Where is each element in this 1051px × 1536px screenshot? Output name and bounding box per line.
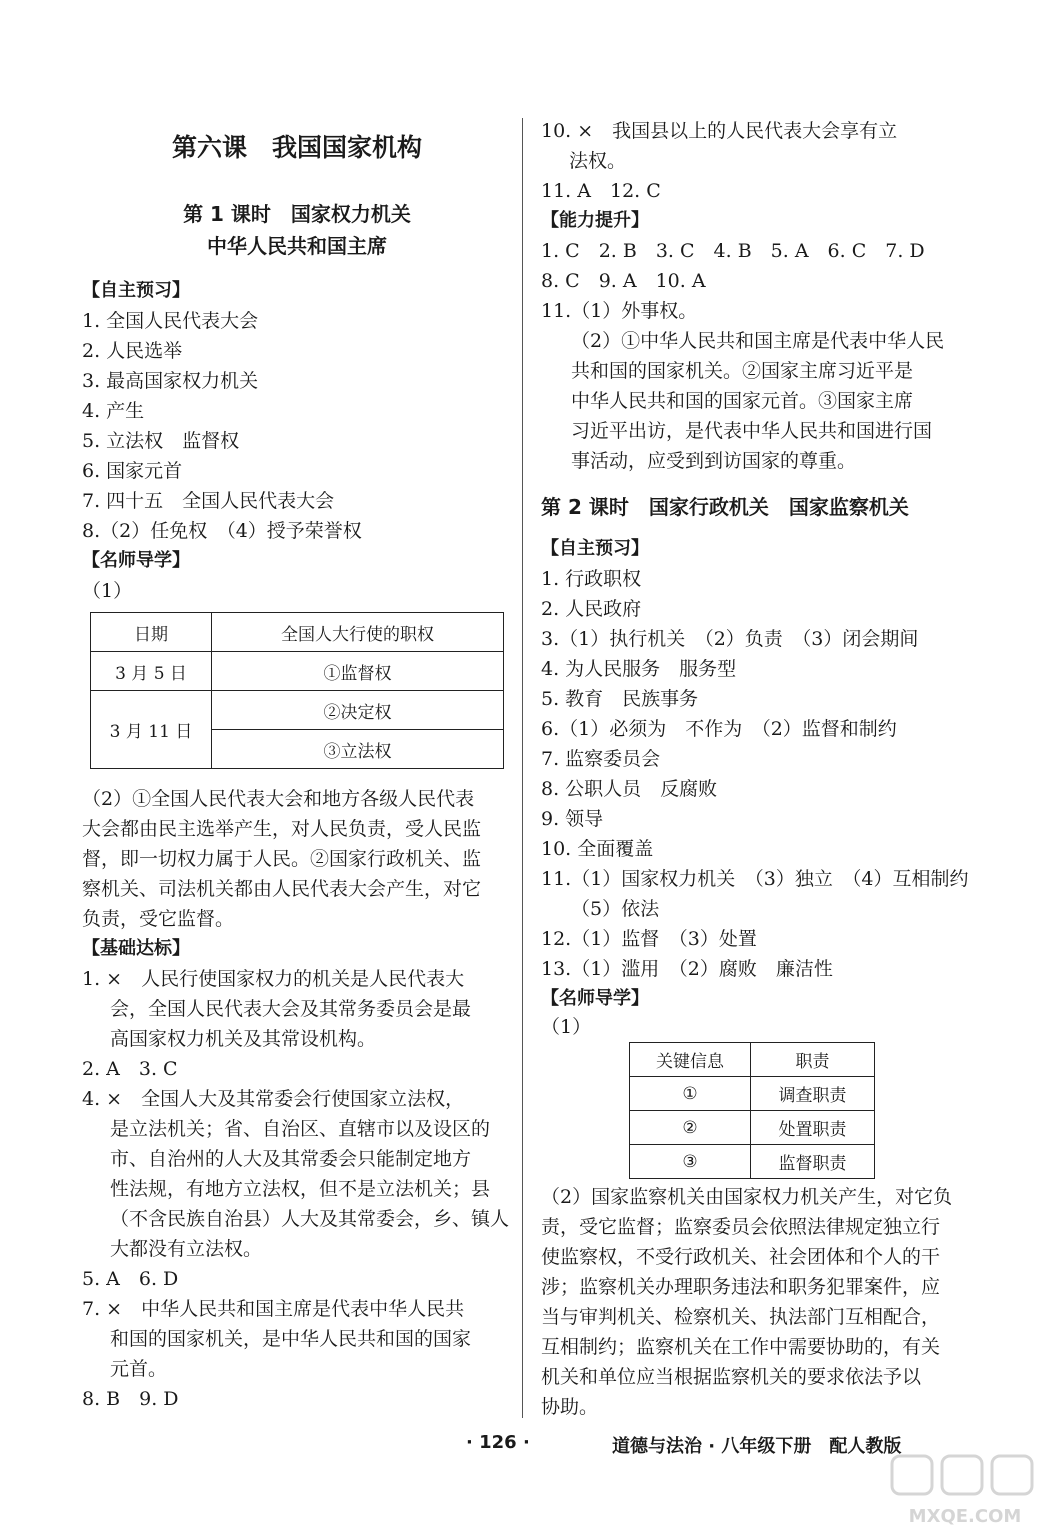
- answer-line: （2）①中华人民共和国主席是代表中华人民: [571, 330, 945, 352]
- answer-line: 高国家权力机关及其常设机构。: [110, 1028, 377, 1050]
- answer-line: 8. B 9. D: [82, 1388, 179, 1410]
- table-cell: ②决定权: [212, 691, 504, 730]
- answer-line: 2. 人民选举: [82, 340, 183, 362]
- answer-line: 4. 产生: [82, 400, 145, 422]
- book-title: 道德与法治 · 八年级下册 配人教版: [612, 1436, 902, 1457]
- answer-line: 11.（1）外事权。: [541, 300, 698, 322]
- answer-line: 协助。: [541, 1396, 599, 1418]
- answer-line: （1）: [541, 1016, 592, 1038]
- table-cell: 3 月 5 日: [91, 652, 212, 691]
- answer-line: 5. 立法权 监督权: [82, 430, 240, 452]
- period1-title-line2: 中华人民共和国主席: [207, 234, 387, 258]
- answer-line: 7. 四十五 全国人民代表大会: [82, 490, 335, 512]
- table-cell: 调查职责: [751, 1077, 875, 1111]
- answer-line: （不含民族自治县）人大及其常委会，乡、镇人: [110, 1208, 510, 1230]
- answer-line: 察机关、司法机关都由人民代表大会产生，对它: [82, 878, 482, 900]
- answer-line: 11.（1）国家权力机关 （3）独立 （4）互相制约: [541, 868, 969, 890]
- answer-line: 事活动，应受到到访国家的尊重。: [571, 450, 857, 472]
- table-header: 日期: [91, 613, 212, 652]
- answer-line: 机关和单位应当根据监察机关的要求依法予以: [541, 1366, 922, 1388]
- answer-line: 7. × 中华人民共和国主席是代表中华人民共: [82, 1298, 465, 1320]
- answer-line: 大都没有立法权。: [110, 1238, 263, 1260]
- table-header: 全国人大行使的职权: [212, 613, 504, 652]
- lesson-title: 第六课 我国国家机构: [171, 133, 422, 162]
- answer-line: 1. C 2. B 3. C 4. B 5. A 6. C 7. D: [541, 240, 925, 262]
- answer-line: 涉；监察机关办理职务违法和职务犯罪案件，应: [541, 1276, 941, 1298]
- table-cell: ①监督权: [212, 652, 504, 691]
- table-cell: ③立法权: [212, 730, 504, 769]
- section-header-guide: 【名师导学】: [82, 550, 190, 571]
- answer-line: 责，受它监督；监察委员会依照法律规定独立行: [541, 1216, 941, 1238]
- answer-line: 4. × 全国人大及其常委会行使国家立法权，: [82, 1088, 465, 1110]
- answer-line: 6.（1）必须为 不作为 （2）监督和制约: [541, 718, 897, 740]
- answer-line: （2）国家监察机关由国家权力机关产生，对它负: [541, 1186, 953, 1208]
- answer-line: 1. × 人民行使国家权力的机关是人民代表大: [82, 968, 465, 990]
- answer-line: 6. 国家元首: [82, 460, 183, 482]
- answer-line: 中华人民共和国的国家元首。③国家主席: [571, 390, 914, 412]
- table-header: 职责: [751, 1043, 875, 1077]
- answer-line: 8.（2）任免权 （4）授予荣誉权: [82, 520, 362, 542]
- answer-line: 1. 行政职权: [541, 568, 642, 590]
- answer-line: 法权。: [569, 150, 627, 172]
- answer-line: 5. A 6. D: [82, 1268, 179, 1290]
- answer-line: 会，全国人民代表大会及其常务委员会是最: [110, 998, 472, 1020]
- answer-line: 5. 教育 民族事务: [541, 688, 699, 710]
- answer-line: 督，即一切权力属于人民。②国家行政机关、监: [82, 848, 482, 870]
- answer-line: 性法规，有地方立法权，但不是立法机关；县: [110, 1178, 491, 1200]
- answer-line: （2）①全国人民代表大会和地方各级人民代表: [82, 788, 475, 810]
- answer-line: 2. 人民政府: [541, 598, 642, 620]
- answer-line: 10. × 我国县以上的人民代表大会享有立: [541, 120, 898, 142]
- answer-line: 共和国的国家机关。②国家主席习近平是: [571, 360, 914, 382]
- duties-table: [629, 1042, 875, 1179]
- answer-line: 12.（1）监督 （3）处置: [541, 928, 757, 950]
- section-header-preview: 【自主预习】: [82, 280, 190, 301]
- answer-line: 大会都由民主选举产生，对人民负责，受人民监: [82, 818, 482, 840]
- answer-line: 1. 全国人民代表大会: [82, 310, 259, 332]
- answer-line: 10. 全面覆盖: [541, 838, 654, 860]
- column-divider: [522, 118, 523, 1418]
- section-header-guide-2: 【名师导学】: [541, 988, 649, 1009]
- table-cell: 监督职责: [751, 1145, 875, 1179]
- period1-title-line1: 第 1 课时 国家权力机关: [183, 202, 411, 226]
- table-cell: 3 月 11 日: [91, 691, 212, 769]
- answer-line: 互相制约；监察机关在工作中需要协助的，有关: [541, 1336, 941, 1358]
- answer-line: 元首。: [110, 1358, 168, 1380]
- answer-line: 和国的国家机关，是中华人民共和国的国家: [110, 1328, 472, 1350]
- answer-line: 市、自治州的人大及其常委会只能制定地方: [110, 1148, 472, 1170]
- answer-line: （5）依法: [571, 898, 660, 920]
- answer-line: 8. C 9. A 10. A: [541, 270, 706, 292]
- answer-line: 3. 最高国家权力机关: [82, 370, 259, 392]
- answer-line: 4. 为人民服务 服务型: [541, 658, 737, 680]
- answer-line: 当与审判机关、检察机关、执法部门互相配合，: [541, 1306, 941, 1328]
- table-cell: ③: [630, 1145, 751, 1179]
- table-cell: ②: [630, 1111, 751, 1145]
- page-number: · 126 ·: [466, 1432, 530, 1453]
- section-header-ability: 【能力提升】: [541, 210, 649, 231]
- table-cell: ①: [630, 1077, 751, 1111]
- answer-line: 负责，受它监督。: [82, 908, 235, 930]
- table-cell: 处置职责: [751, 1111, 875, 1145]
- powers-table: [90, 612, 504, 769]
- section-header-preview-2: 【自主预习】: [541, 538, 649, 559]
- answer-line: 习近平出访，是代表中华人民共和国进行国: [571, 420, 933, 442]
- period2-title: 第 2 课时 国家行政机关 国家监察机关: [541, 495, 909, 519]
- watermark-text: MXQE.COM: [908, 1506, 1022, 1527]
- answer-line: 是立法机关；省、自治区、直辖市以及设区的: [110, 1118, 491, 1140]
- answer-line: 2. A 3. C: [82, 1058, 178, 1080]
- answer-line: （1）: [82, 580, 133, 602]
- section-header-basic: 【基础达标】: [82, 938, 190, 959]
- answer-line: 3.（1）执行机关 （2）负责 （3）闭会期间: [541, 628, 919, 650]
- watermark-logo: [890, 1450, 1040, 1530]
- answer-line: 9. 领导: [541, 808, 604, 830]
- table-header: 关键信息: [630, 1043, 751, 1077]
- answer-line: 8. 公职人员 反腐败: [541, 778, 718, 800]
- answer-line: 使监察权，不受行政机关、社会团体和个人的干: [541, 1246, 941, 1268]
- answer-line: 11. A 12. C: [541, 180, 661, 202]
- answer-line: 13.（1）滥用 （2）腐败 廉洁性: [541, 958, 833, 980]
- answer-line: 7. 监察委员会: [541, 748, 661, 770]
